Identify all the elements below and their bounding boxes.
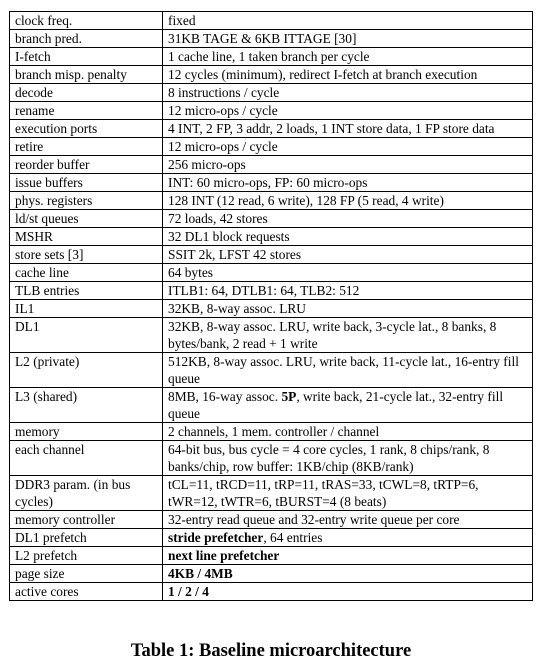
parameter-cell: memory controller [10, 511, 163, 529]
value-cell [163, 66, 533, 84]
value-text: 31KB TAGE & 6KB ITTAGE [30] [168, 31, 357, 46]
table-row [10, 12, 533, 30]
microarchitecture-table [9, 11, 533, 601]
parameter-cell: branch misp. penalty [10, 66, 163, 84]
value-text: 12 cycles (minimum), redirect I-fetch at branch execution [168, 67, 478, 82]
parameter-cell: TLB entries [10, 282, 163, 300]
parameter-cell: IL1 [10, 300, 163, 318]
parameter-cell: active cores [10, 583, 163, 601]
value-cell [163, 174, 533, 192]
value-cell [163, 264, 533, 282]
value-text: 128 INT (12 read, 6 write), 128 FP (5 read, 4 write) [168, 193, 444, 208]
parameter-cell: branch pred. [10, 30, 163, 48]
value-text-bold: 4KB / 4MB [168, 566, 233, 581]
table-caption: Table 1: Baseline microarchitecture [130, 641, 412, 661]
parameter-cell: L2 (private) [10, 353, 163, 388]
table-row [10, 66, 533, 84]
parameter-cell: ld/st queues [10, 210, 163, 228]
value-cell [163, 318, 533, 353]
parameter-cell: each channel [10, 441, 163, 476]
parameter-cell: retire [10, 138, 163, 156]
value-cell [163, 210, 533, 228]
table-row [10, 423, 533, 441]
value-cell [163, 30, 533, 48]
table-row [10, 192, 533, 210]
value-cell [163, 192, 533, 210]
value-text: tCL=11, tRCD=11, tRP=11, tRAS=33, tCWL=8, tRTP=6, tWR=12, tWTR=6, tBURST=4 (8 beats) [168, 477, 479, 509]
value-text: 64 bytes [168, 265, 214, 280]
table-row [10, 138, 533, 156]
value-cell [163, 120, 533, 138]
table-row [10, 476, 533, 511]
parameter-cell: I-fetch [10, 48, 163, 66]
value-cell [163, 547, 533, 565]
table-row [10, 565, 533, 583]
parameter-cell: phys. registers [10, 192, 163, 210]
table-row [10, 318, 533, 353]
parameter-cell: cache line [10, 264, 163, 282]
value-text: , 64 entries [263, 530, 323, 545]
table-row [10, 228, 533, 246]
parameter-cell: rename [10, 102, 163, 120]
parameter-cell: issue buffers [10, 174, 163, 192]
value-text: 12 micro-ops / cycle [168, 139, 278, 154]
table-row [10, 102, 533, 120]
value-cell [163, 423, 533, 441]
value-text: fixed [168, 13, 196, 28]
parameter-cell: store sets [3] [10, 246, 163, 264]
value-text: 256 micro-ops [168, 157, 246, 172]
table-row [10, 264, 533, 282]
value-text: INT: 60 micro-ops, FP: 60 micro-ops [168, 175, 368, 190]
table-row [10, 441, 533, 476]
value-text: 32KB, 8-way assoc. LRU, write back, 3-cycle lat., 8 banks, 8 bytes/bank, 2 read + 1 write [168, 319, 497, 351]
table-row [10, 529, 533, 547]
parameter-cell: memory [10, 423, 163, 441]
table-row [10, 353, 533, 388]
value-cell [163, 565, 533, 583]
value-text-bold: 1 / 2 / 4 [168, 584, 209, 599]
table-row [10, 120, 533, 138]
value-cell [163, 84, 533, 102]
value-cell [163, 246, 533, 264]
table-row [10, 156, 533, 174]
value-text: 12 micro-ops / cycle [168, 103, 278, 118]
value-text: 64-bit bus, bus cycle = 4 core cycles, 1 rank, 8 chips/rank, 8 banks/chip, row buffer: 1KB/chip (8KB/rank) [168, 442, 490, 474]
value-cell [163, 476, 533, 511]
table-row [10, 30, 533, 48]
parameter-cell: DL1 [10, 318, 163, 353]
table-row [10, 300, 533, 318]
value-text: SSIT 2k, LFST 42 stores [168, 247, 302, 262]
parameter-cell: L2 prefetch [10, 547, 163, 565]
parameter-cell: decode [10, 84, 163, 102]
value-cell [163, 529, 533, 547]
table-row [10, 282, 533, 300]
table-body [10, 12, 533, 601]
value-text-bold: stride prefetcher [168, 530, 264, 545]
table-row [10, 246, 533, 264]
table-row [10, 84, 533, 102]
value-cell [163, 138, 533, 156]
value-text: 2 channels, 1 mem. controller / channel [168, 424, 380, 439]
value-text: , write back, 21-cycle lat., 32-entry fill queue [168, 389, 504, 421]
value-cell [163, 156, 533, 174]
value-cell [163, 353, 533, 388]
value-cell [163, 102, 533, 120]
table-row [10, 547, 533, 565]
value-cell [163, 441, 533, 476]
table-row [10, 388, 533, 423]
value-text-bold: next line prefetcher [168, 548, 280, 563]
parameter-cell: DL1 prefetch [10, 529, 163, 547]
value-text-bold: 5P [281, 389, 297, 404]
table-row [10, 48, 533, 66]
value-text: 8 instructions / cycle [168, 85, 280, 100]
value-cell [163, 583, 533, 601]
parameter-cell: DDR3 param. (in bus cycles) [10, 476, 163, 511]
value-cell [163, 388, 533, 423]
value-cell [163, 300, 533, 318]
value-text: 32KB, 8-way assoc. LRU [168, 301, 306, 316]
value-cell [163, 12, 533, 30]
value-cell [163, 48, 533, 66]
table-row [10, 583, 533, 601]
value-text: 4 INT, 2 FP, 3 addr, 2 loads, 1 INT store data, 1 FP store data [168, 121, 495, 136]
value-text: 72 loads, 42 stores [168, 211, 268, 226]
table-row [10, 210, 533, 228]
value-cell [163, 228, 533, 246]
table-row [10, 511, 533, 529]
parameter-cell: reorder buffer [10, 156, 163, 174]
parameter-cell: MSHR [10, 228, 163, 246]
value-text: 8MB, 16-way assoc. [168, 389, 282, 404]
value-text: 512KB, 8-way assoc. LRU, write back, 11-cycle lat., 16-entry fill queue [168, 354, 519, 386]
parameter-cell: L3 (shared) [10, 388, 163, 423]
value-cell [163, 282, 533, 300]
value-text: 1 cache line, 1 taken branch per cycle [168, 49, 370, 64]
value-text: 32-entry read queue and 32-entry write queue per core [168, 512, 460, 527]
value-text: 32 DL1 block requests [168, 229, 290, 244]
parameter-cell: execution ports [10, 120, 163, 138]
value-text: ITLB1: 64, DTLB1: 64, TLB2: 512 [168, 283, 360, 298]
parameter-cell: page size [10, 565, 163, 583]
value-cell [163, 511, 533, 529]
parameter-cell: clock freq. [10, 12, 163, 30]
table-row [10, 174, 533, 192]
